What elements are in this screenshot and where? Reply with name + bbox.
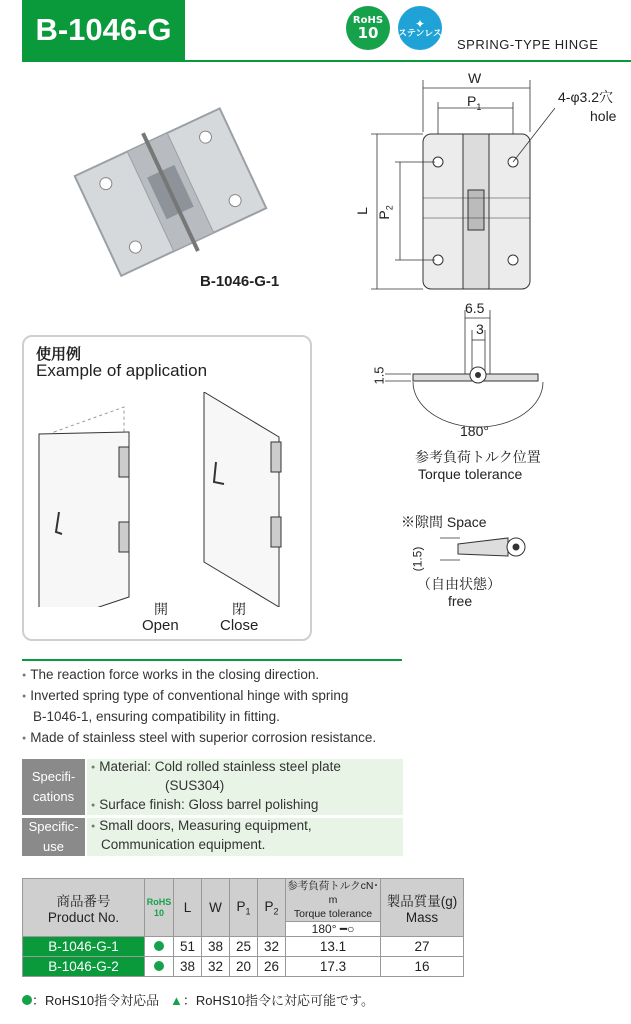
cell-product: B-1046-G-2: [23, 957, 145, 977]
table-header-row: [23, 879, 464, 937]
spec-material-grade: (SUS304): [165, 778, 225, 793]
cell-l: 38: [174, 957, 202, 977]
col-p2: [258, 879, 286, 937]
cell-w: 38: [202, 937, 230, 957]
dim-p2-letter: P: [375, 210, 392, 220]
col-p1: [230, 879, 258, 937]
angle-label: 180°: [460, 423, 489, 439]
stainless-badge: [398, 6, 442, 50]
col-torque-angle-row: [286, 921, 380, 936]
col-product: [23, 879, 145, 937]
col-mass-en: Mass: [405, 910, 439, 925]
cell-torque: 13.1: [286, 937, 381, 957]
dim-p1: [467, 93, 481, 112]
spec-finish: ● Surface finish: Gloss barrel polishing: [91, 797, 318, 812]
spec-header: [22, 759, 85, 815]
hole-label-en: hole: [590, 108, 617, 124]
dim-l: L: [353, 207, 370, 215]
col-p1-letter: P: [236, 898, 246, 914]
rohs-dot-icon: [154, 941, 164, 951]
cell-p1: 20: [230, 957, 258, 977]
use-body: [87, 818, 403, 856]
bullet-item: ● Made of stainless steel with superior corrosion resistance.: [22, 730, 376, 745]
bullet-continuation: B-1046-1, ensuring compatibility in fitting.: [33, 709, 280, 724]
cell-w: 32: [202, 957, 230, 977]
col-torque-en: Torque tolerance: [293, 908, 373, 920]
free-label-en: free: [448, 593, 473, 609]
bullet-item: ● Inverted spring type of conventional hinge with spring: [22, 688, 348, 703]
cell-p2: 26: [258, 957, 286, 977]
col-mass: [381, 879, 464, 937]
use-header-1: Specific-: [28, 819, 79, 834]
col-p1-sub: 1: [245, 906, 251, 917]
col-rohs-1: RoHS: [146, 896, 172, 907]
col-p2-sub: 2: [273, 906, 279, 917]
rohs-dot-icon: [22, 995, 32, 1005]
spec-header-2: cations: [32, 789, 75, 804]
col-product-en: Product No.: [47, 910, 120, 925]
dim-1-5: 1.5: [371, 366, 387, 385]
open-label-jp: 開: [154, 601, 168, 617]
dim-p2-sub: 2: [384, 205, 395, 211]
footer-note: [22, 990, 374, 1009]
product-table: [22, 878, 464, 977]
app-title-jp: 使用例: [36, 346, 82, 363]
use-header: [22, 818, 85, 856]
col-torque-jp: 参考負荷トルクcN･m: [287, 880, 379, 906]
cell-rohs: [145, 937, 174, 957]
col-p2-letter: P: [264, 898, 274, 914]
torque-label-en: Torque tolerance: [418, 466, 523, 482]
triangle-icon: ▲: [169, 993, 183, 1008]
spec-body: [87, 759, 403, 815]
use-line-1: ● Small doors, Measuring equipment,: [91, 818, 312, 833]
col-torque: [286, 879, 381, 937]
cell-rohs: [145, 957, 174, 977]
side-view-drawing: [375, 310, 575, 430]
bullet-item: ● The reaction force works in the closing direction.: [22, 667, 319, 682]
spec-header-1: Specifi-: [31, 769, 76, 784]
col-rohs: [145, 879, 174, 937]
col-w: W: [202, 879, 230, 937]
use-header-2: use: [43, 839, 64, 854]
hinge-photo: [60, 95, 290, 285]
space-dim: (1.5): [410, 546, 425, 572]
dim-w: W: [468, 70, 482, 86]
hole-label-jp: 4-φ3.2穴: [558, 89, 613, 105]
cell-product: B-1046-G-1: [23, 937, 145, 957]
product-type: SPRING-TYPE HINGE: [457, 37, 599, 52]
footer-triangle-note: ：RoHS10指令に対応可能です。: [182, 993, 374, 1008]
cell-mass: 16: [381, 957, 464, 977]
page-title: B-1046-G: [22, 0, 185, 60]
dim-p2: [376, 205, 395, 219]
free-label-jp: （自由状態）: [417, 576, 501, 592]
rohs-dot-icon: [154, 961, 164, 971]
door-illustration: [34, 392, 299, 607]
photo-caption: B-1046-G-1: [200, 273, 280, 290]
cell-mass: 27: [381, 937, 464, 957]
stainless-label: ステンレス: [398, 28, 442, 39]
col-rohs-2: 10: [153, 907, 164, 918]
close-label-en: Close: [220, 617, 259, 634]
table-row: [23, 937, 464, 957]
hinge-flat-icon: ━○: [339, 922, 355, 936]
use-line-2: Communication equipment.: [101, 837, 266, 852]
table-row: [23, 957, 464, 977]
spec-material: ● Material: Cold rolled stainless steel plate: [91, 759, 341, 774]
footer-dot-note: ：RoHS10指令対応品: [32, 993, 160, 1008]
rohs-badge: [346, 6, 390, 50]
col-torque-angle: 180°: [311, 922, 337, 936]
dim-3: 3: [476, 321, 484, 337]
free-state-drawing: [440, 530, 540, 570]
cell-p1: 25: [230, 937, 258, 957]
cell-torque: 17.3: [286, 957, 381, 977]
space-label: ※隙間 Space: [401, 514, 487, 530]
rohs-badge-line1: RoHS: [352, 14, 384, 26]
app-title-en: Example of application: [36, 361, 208, 380]
bullet-rule: [22, 659, 402, 661]
dim-6-5: 6.5: [465, 300, 485, 316]
torque-label-jp: 参考負荷トルク位置: [415, 449, 541, 465]
application-example-box: [22, 335, 312, 641]
col-mass-jp: 製品質量(g): [386, 894, 458, 909]
cell-l: 51: [174, 937, 202, 957]
dim-p1-letter: P: [467, 93, 477, 109]
rohs-badge-line2: 10: [357, 23, 379, 42]
star-icon: ✦: [414, 16, 426, 31]
cell-p2: 32: [258, 937, 286, 957]
col-product-jp: 商品番号: [56, 894, 111, 909]
dim-p1-sub: 1: [476, 101, 482, 112]
col-l: L: [174, 879, 202, 937]
title-rule: [22, 60, 631, 62]
close-label-jp: 閉: [232, 601, 246, 617]
open-label-en: Open: [142, 617, 179, 634]
